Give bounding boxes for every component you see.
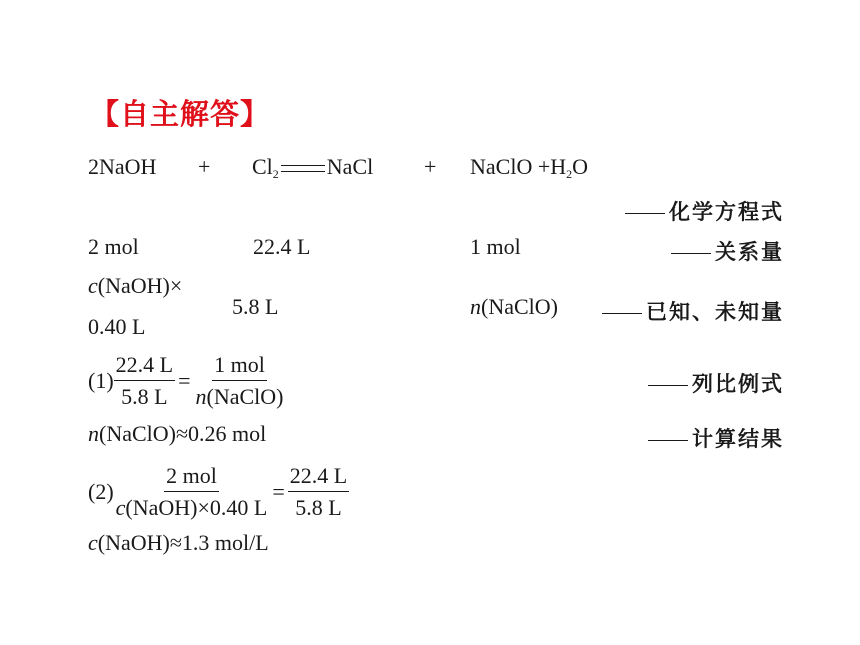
known-cl2: 5.8 L [232, 294, 279, 319]
step2-fraction-left: $\frac{\text{2 mol}}{\text{c(NaOH)×0.40 L}}$ [115, 463, 268, 520]
result-naclo: n(NaClO)≈0.26 mol [88, 421, 267, 446]
dash-line [648, 440, 688, 441]
dash-line [602, 313, 642, 314]
dash-line [648, 385, 688, 386]
eq-naoh: 2NaOH [88, 154, 157, 179]
step1-fraction-left: $\frac{22.4 L}{5.8 L}$ [115, 352, 174, 409]
step2-label: (2) [88, 479, 114, 504]
rel-naclo: 1 mol [470, 234, 521, 259]
eq-plus-1: + [198, 154, 211, 179]
known-naclo: n(NaClO) [470, 294, 558, 319]
note-known: 已知、未知量 [602, 296, 784, 326]
step2-proportion: (2) $\frac{\text{2 mol}}{\text{c(NaOH)×0.40 L}}$ = $\frac{22.4 L}{5.8 L}$ [88, 463, 348, 520]
rel-naoh: 2 mol [88, 234, 139, 259]
note-result: 计算结果 [648, 423, 784, 453]
note-ratio: 列比例式 [648, 368, 784, 398]
dash-line [625, 213, 665, 214]
equals-arrow [281, 165, 325, 172]
known-naoh-line1: c(NaOH)× [88, 273, 183, 298]
result-naoh: c(NaOH)≈1.3 mol/L [88, 530, 269, 555]
step2-fraction-right: $\frac{22.4 L}{5.8 L}$ [289, 463, 348, 520]
note-relation: 关系量 [671, 236, 784, 266]
eq-cl2: $Cl_2$ NaCl [252, 154, 374, 181]
step1-label: (1) [88, 368, 114, 393]
eq-plus-2: + [424, 154, 437, 179]
dash-line [671, 253, 711, 254]
step1-fraction-right: $\frac{\text{1 mol}}{\text{n(NaClO)}}$ [195, 352, 284, 409]
rel-cl2: 22.4 L [253, 234, 311, 259]
note-equation: 化学方程式 [625, 196, 784, 226]
eq-naclo-h2o: NaClO $+H_2O$ [470, 154, 589, 181]
section-title: 【自主解答】 [90, 97, 271, 131]
known-naoh-line2: 0.40 L [88, 314, 146, 339]
step1-proportion: (1) $\frac{22.4 L}{5.8 L}$ = $\frac{\text{1 mol}}{\text{n(NaClO)}}$ [88, 352, 284, 409]
